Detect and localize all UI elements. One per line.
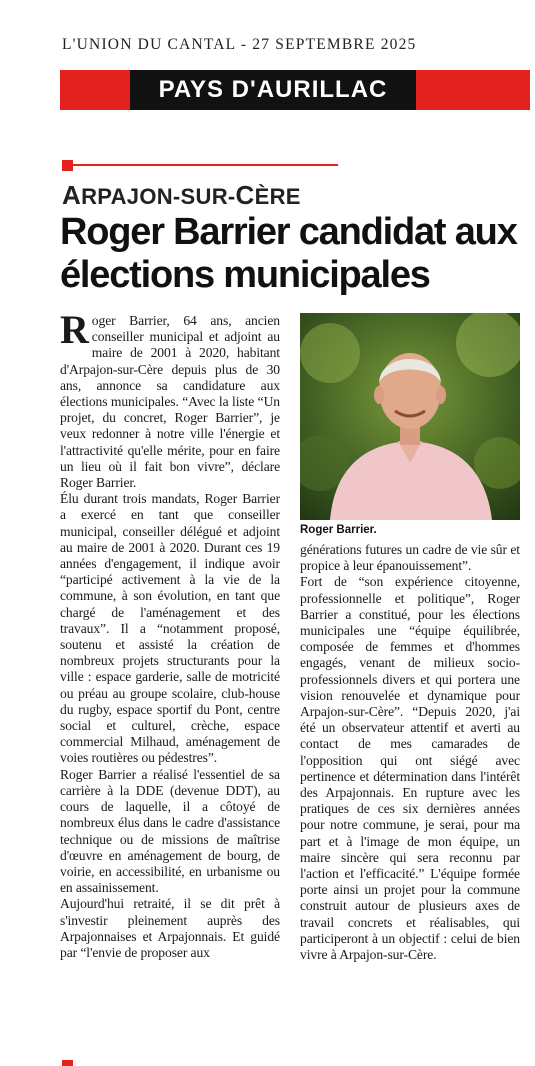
portrait-illustration [300, 313, 520, 520]
portrait-photo [300, 313, 520, 520]
footer-marker [62, 1060, 73, 1066]
kicker-location: ARPAJON-SUR-CÈRE [62, 180, 301, 210]
article-paragraph: Aujourd'hui retraité, il se dit prêt à s'investir pleinement auprès des Arpajonnaises et Arpajonnais. Et guidé par “l'envie de proposer aux [60, 896, 280, 960]
article-column-left [60, 307, 280, 961]
newspaper-masthead: L'UNION DU CANTAL - 27 SEPTEMBRE 2025 [62, 36, 417, 53]
article-paragraph: Roger Barrier, 64 ans, ancien conseiller municipal et adjoint au maire de 2001 à 2020, habitant d'Arpajon-sur-Cère depuis plus de 30 ans, annonce sa candidature aux élections municipales. “Avec la liste “Un projet, du concret, Roger Barrier”, je veux redonner à notre ville l'énergie et l'attractivité qu'elle mérite, pour en faire un lieu où il fait bon vivre”, déclare Roger Barrier. [60, 307, 280, 491]
kicker-rule [73, 164, 338, 166]
photo-caption: Roger Barrier. [300, 524, 377, 536]
article-paragraph: Fort de “son expérience citoyenne, professionnelle et politique”, Roger Barrier a constitué, pour les élections municipales une “équipe équilibrée, composée de femmes et d'hommes engagés, venant de milieux socio-professionnels divers et qui portera une vision renouvelée et dynamique pour Arpajon-sur-Cère”. “Depuis 2020, j'ai été un observateur attentif et averti au contact de mes camarades de l'opposition qui ont siégé avec pertinence et détermination dans l'intérêt des Arpajonnais. En rupture avec les pratiques de ces six dernières années pour notre commune, je serai, pour ma part et à l'image de mon équipe, un maire sincère qui sera reconnu par l'action et l'efficacité.” L'équipe formée porte ainsi un projet pour la commune construit autour de plusieurs axes de travail concrets et réalisables, qui participeront à un objectif : celui de bien vivre à Arpajon-sur-Cère. [300, 574, 520, 963]
article-paragraph: générations futures un cadre de vie sûr et propice à leur épanouissement”. [300, 542, 520, 574]
article-column-right [300, 542, 520, 963]
drop-cap: R [60, 307, 89, 352]
article-paragraph: Élu durant trois mandats, Roger Barrier a exercé en tant que conseiller municipal, conseiller délégué et adjoint au maire de 2001 à 2020. Durant ces 19 années d'engagement, il indique avoir “participé activement à la vie de la commune, à son évolution, en tant que chargé de l'aménagement et des travaux”. Il a “notamment proposé, soutenu et assisté la création de nombreux projets structurants pour la ville : espace garderie, salle de motricité ou préau au groupe scolaire, club-house du rugby, espace sportif du Pont, centre social et culturel, crèche, espace commercial Milhaud, aménagement de voies routières ou pédestres”. [60, 491, 280, 766]
headline: Roger Barrier candidat aux élections municipales [60, 211, 517, 296]
section-title: PAYS D'AURILLAC [130, 70, 416, 110]
article-paragraph: Roger Barrier a réalisé l'essentiel de sa carrière à la DDE (devenue DDT), au cours de laquelle, il a côtoyé de nombreux élus dans le cadre d'assistance technique ou de missions de maîtrise d'œuvre en aménagement de bourg, de voirie, en accessibilité, en urbanisme ou en assainissement. [60, 766, 280, 896]
kicker-marker [62, 160, 73, 171]
